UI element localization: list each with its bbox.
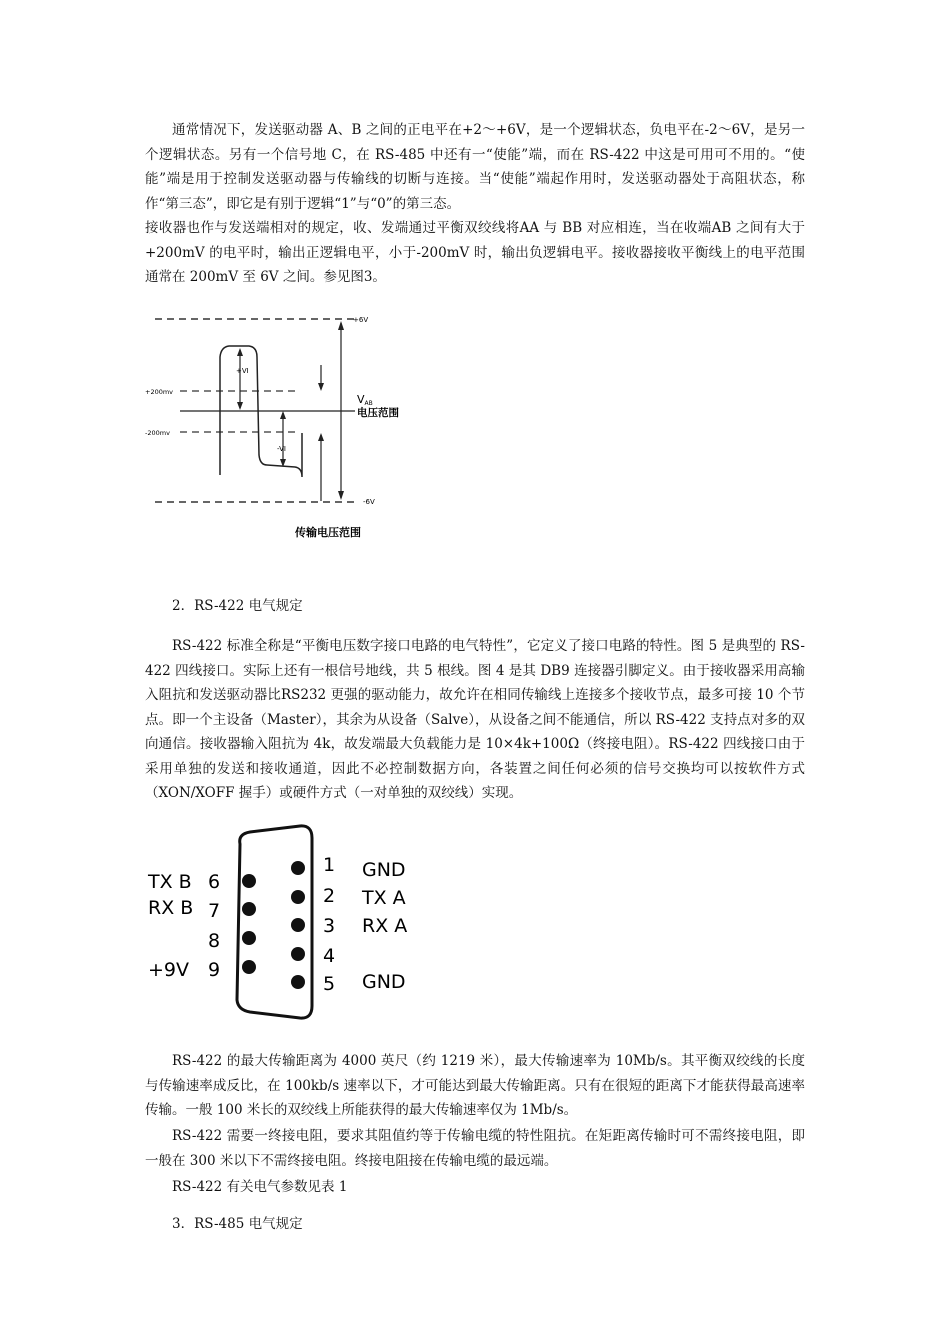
- signal-label-pin9: +9V: [148, 959, 190, 981]
- minus200-label: -200mv: [145, 429, 170, 437]
- signal-label-pin1: GND: [362, 859, 406, 881]
- plus-vi-label: +VI: [236, 367, 249, 375]
- plus200-label: +200mv: [145, 388, 174, 396]
- signal-label-pin5: GND: [362, 971, 406, 993]
- section-heading-rs422: 2．RS-422 电气规定: [172, 598, 303, 614]
- pin-9: [242, 960, 256, 974]
- paragraph-intro-levels: 通常情况下，发送驱动器 A、B 之间的正电平在+2～+6V，是一个逻辑状态，负电平在-2～6V，是另一个逻辑状态。另有一个信号地 C，在 RS-485 中还有一“使能”端，而在 RS-422 中这是可用可不用的。“使能”端是用于控制发送驱动器与传输线的切断与连接。当“使能”端起作用时，发送驱动器处于高阻状态，称作“第三态”，即它是有别于逻辑“1”与“0”的第三态。: [145, 122, 805, 212]
- paragraph-receiver: 接收器也作与发送端相对的规定，收、发端通过平衡双绞线将AA 与 BB 对应相连，当在收端AB 之间有大于+200mV 的电平时，输出正逻辑电平，小于-200mV 时，输出负逻辑电平。接收器接收平衡线上的电平范围通常在 200mV 至 6V 之间。参见图3。: [145, 220, 805, 285]
- minus-vi-label: -VI: [277, 445, 286, 453]
- paragraph-rs422-standard: RS-422 标准全称是“平衡电压数字接口电路的电气特性”，它定义了接口电路的特性。图 5 是典型的 RS-422 四线接口。实际上还有一根信号地线，共 5 根线。图 4 是其 DB9 连接器引脚定义。由于接收器采用高输入阻抗和发送驱动器比RS232 更强的驱动能力，故允许在相同传输线上连接多个接收节点，最多可接 10 个节点。即一个主设备（Master），其余为从设备（Salve），从设备之间不能通信，所以 RS-422 支持点对多的双向通信。接收器输入阻抗为 4k，故发端最大负载能力是 10×4k+100Ω（终接电阻）。RS-422 四线接口由于采用单独的发送和接收通道，因此不必控制数据方向，各装置之间任何必须的信号交换均可以按软件方式（XON/XOFF 握手）或硬件方式（一对单独的双绞线）实现。: [145, 638, 805, 801]
- signal-label-pin2: TX A: [362, 887, 406, 909]
- pin-number-2: 2: [323, 885, 336, 907]
- pin-8: [242, 931, 256, 945]
- pin-number-7: 7: [208, 900, 221, 922]
- pin-number-3: 3: [323, 915, 336, 937]
- pin-3: [291, 918, 305, 932]
- signal-label-pin6: TX B: [148, 871, 192, 893]
- pin-number-4: 4: [323, 945, 336, 967]
- pin-4: [291, 947, 305, 961]
- voltage-range-label: 电压范围: [357, 407, 399, 419]
- paragraph-table-ref: RS-422 有关电气参数见表 1: [172, 1179, 348, 1195]
- pin-6: [242, 874, 256, 888]
- pin-number-1: 1: [323, 854, 336, 876]
- pin-5: [291, 975, 305, 989]
- minus6v-label: -6V: [363, 498, 375, 506]
- signal-label-pin7: RX B: [148, 897, 194, 919]
- pin-number-6: 6: [208, 871, 221, 893]
- paragraph-termination: RS-422 需要一终接电阻，要求其阻值约等于传输电缆的特性阻抗。在矩距离传输时可不需终接电阻，即一般在 300 米以下不需终接电阻。终接电阻接在传输电缆的最远端。: [145, 1128, 805, 1169]
- voltage-range-figure: [145, 305, 425, 550]
- pin-number-8: 8: [208, 930, 221, 952]
- pin-1: [291, 861, 305, 875]
- section-heading-rs485: 3．RS-485 电气规定: [172, 1216, 303, 1232]
- pin-number-5: 5: [323, 973, 336, 995]
- plus6v-label: +6V: [353, 316, 369, 324]
- signal-label-pin3: RX A: [362, 915, 408, 937]
- pin-2: [291, 890, 305, 904]
- pin-7: [242, 902, 256, 916]
- pin-number-9: 9: [208, 959, 221, 981]
- paragraph-distance-rate: RS-422 的最大传输距离为 4000 英尺（约 1219 米），最大传输速率为 10Mb/s。其平衡双绞线的长度与传输速率成反比，在 100kb/s 速率以下，才可能达到最大传输距离。只有在很短的距离下才能获得最高速率传输。一般 100 米长的双绞线上所能获得的最大传输速率仅为 1Mb/s。: [145, 1053, 805, 1118]
- vab-label: VAB: [357, 393, 373, 407]
- db9-connector-figure: [140, 820, 440, 1025]
- figure-caption: 传输电压范围: [295, 526, 361, 539]
